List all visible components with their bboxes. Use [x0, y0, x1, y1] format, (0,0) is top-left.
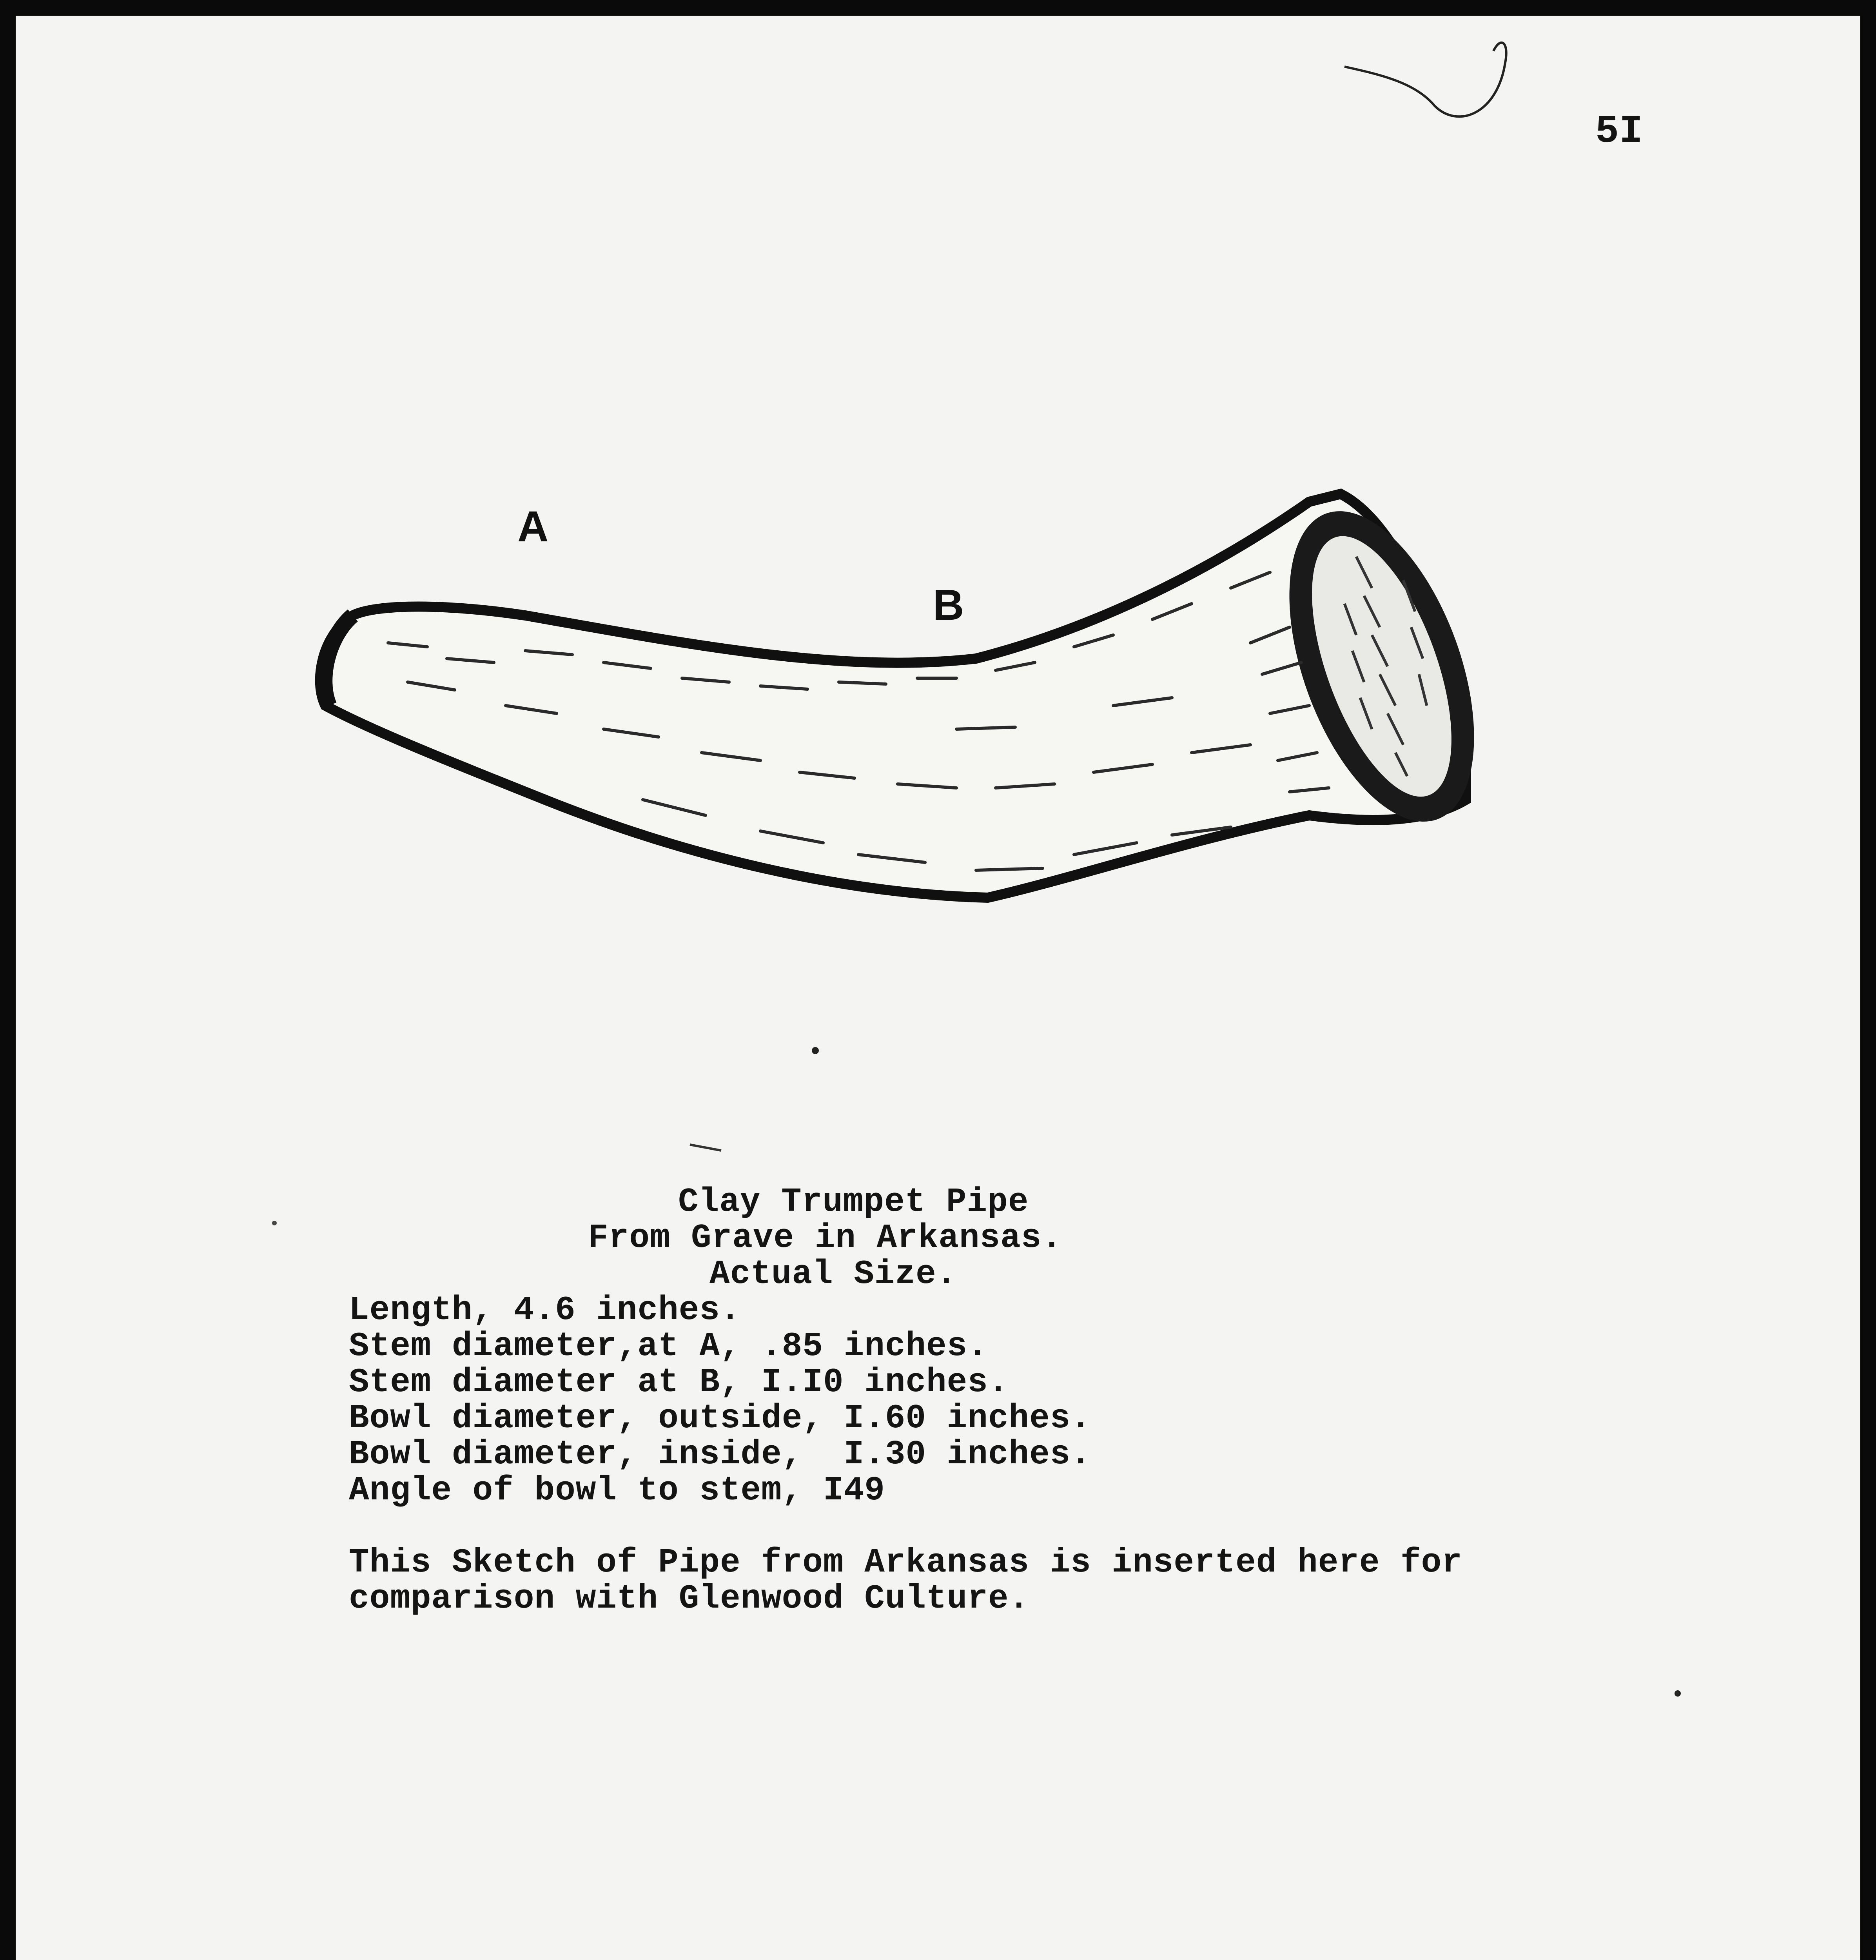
document-page	[16, 16, 1860, 1960]
measurement-stem-b: Stem diameter at B, I.I0 inches.	[349, 1363, 1009, 1401]
scan-specks	[16, 16, 1860, 1960]
caption-title-2: From Grave in Arkansas.	[588, 1219, 1062, 1257]
measurement-length: Length, 4.6 inches.	[349, 1291, 741, 1329]
measurement-bowl-outside: Bowl diameter, outside, I.60 inches.	[349, 1399, 1091, 1437]
page-number: 5I	[1595, 110, 1644, 154]
measurement-stem-a: Stem diameter,at A, .85 inches.	[349, 1327, 988, 1365]
note-line-2: comparison with Glenwood Culture.	[349, 1579, 1030, 1618]
label-b: B	[933, 581, 964, 629]
label-a: A	[517, 503, 549, 551]
caption-title-3: Actual Size.	[709, 1255, 957, 1293]
measurement-bowl-inside: Bowl diameter, inside, I.30 inches.	[349, 1435, 1091, 1474]
note-line-1: This Sketch of Pipe from Arkansas is inserted here for	[349, 1543, 1462, 1582]
measurement-angle: Angle of bowl to stem, I49	[349, 1471, 885, 1510]
caption-title-1: Clay Trumpet Pipe	[678, 1183, 1029, 1221]
